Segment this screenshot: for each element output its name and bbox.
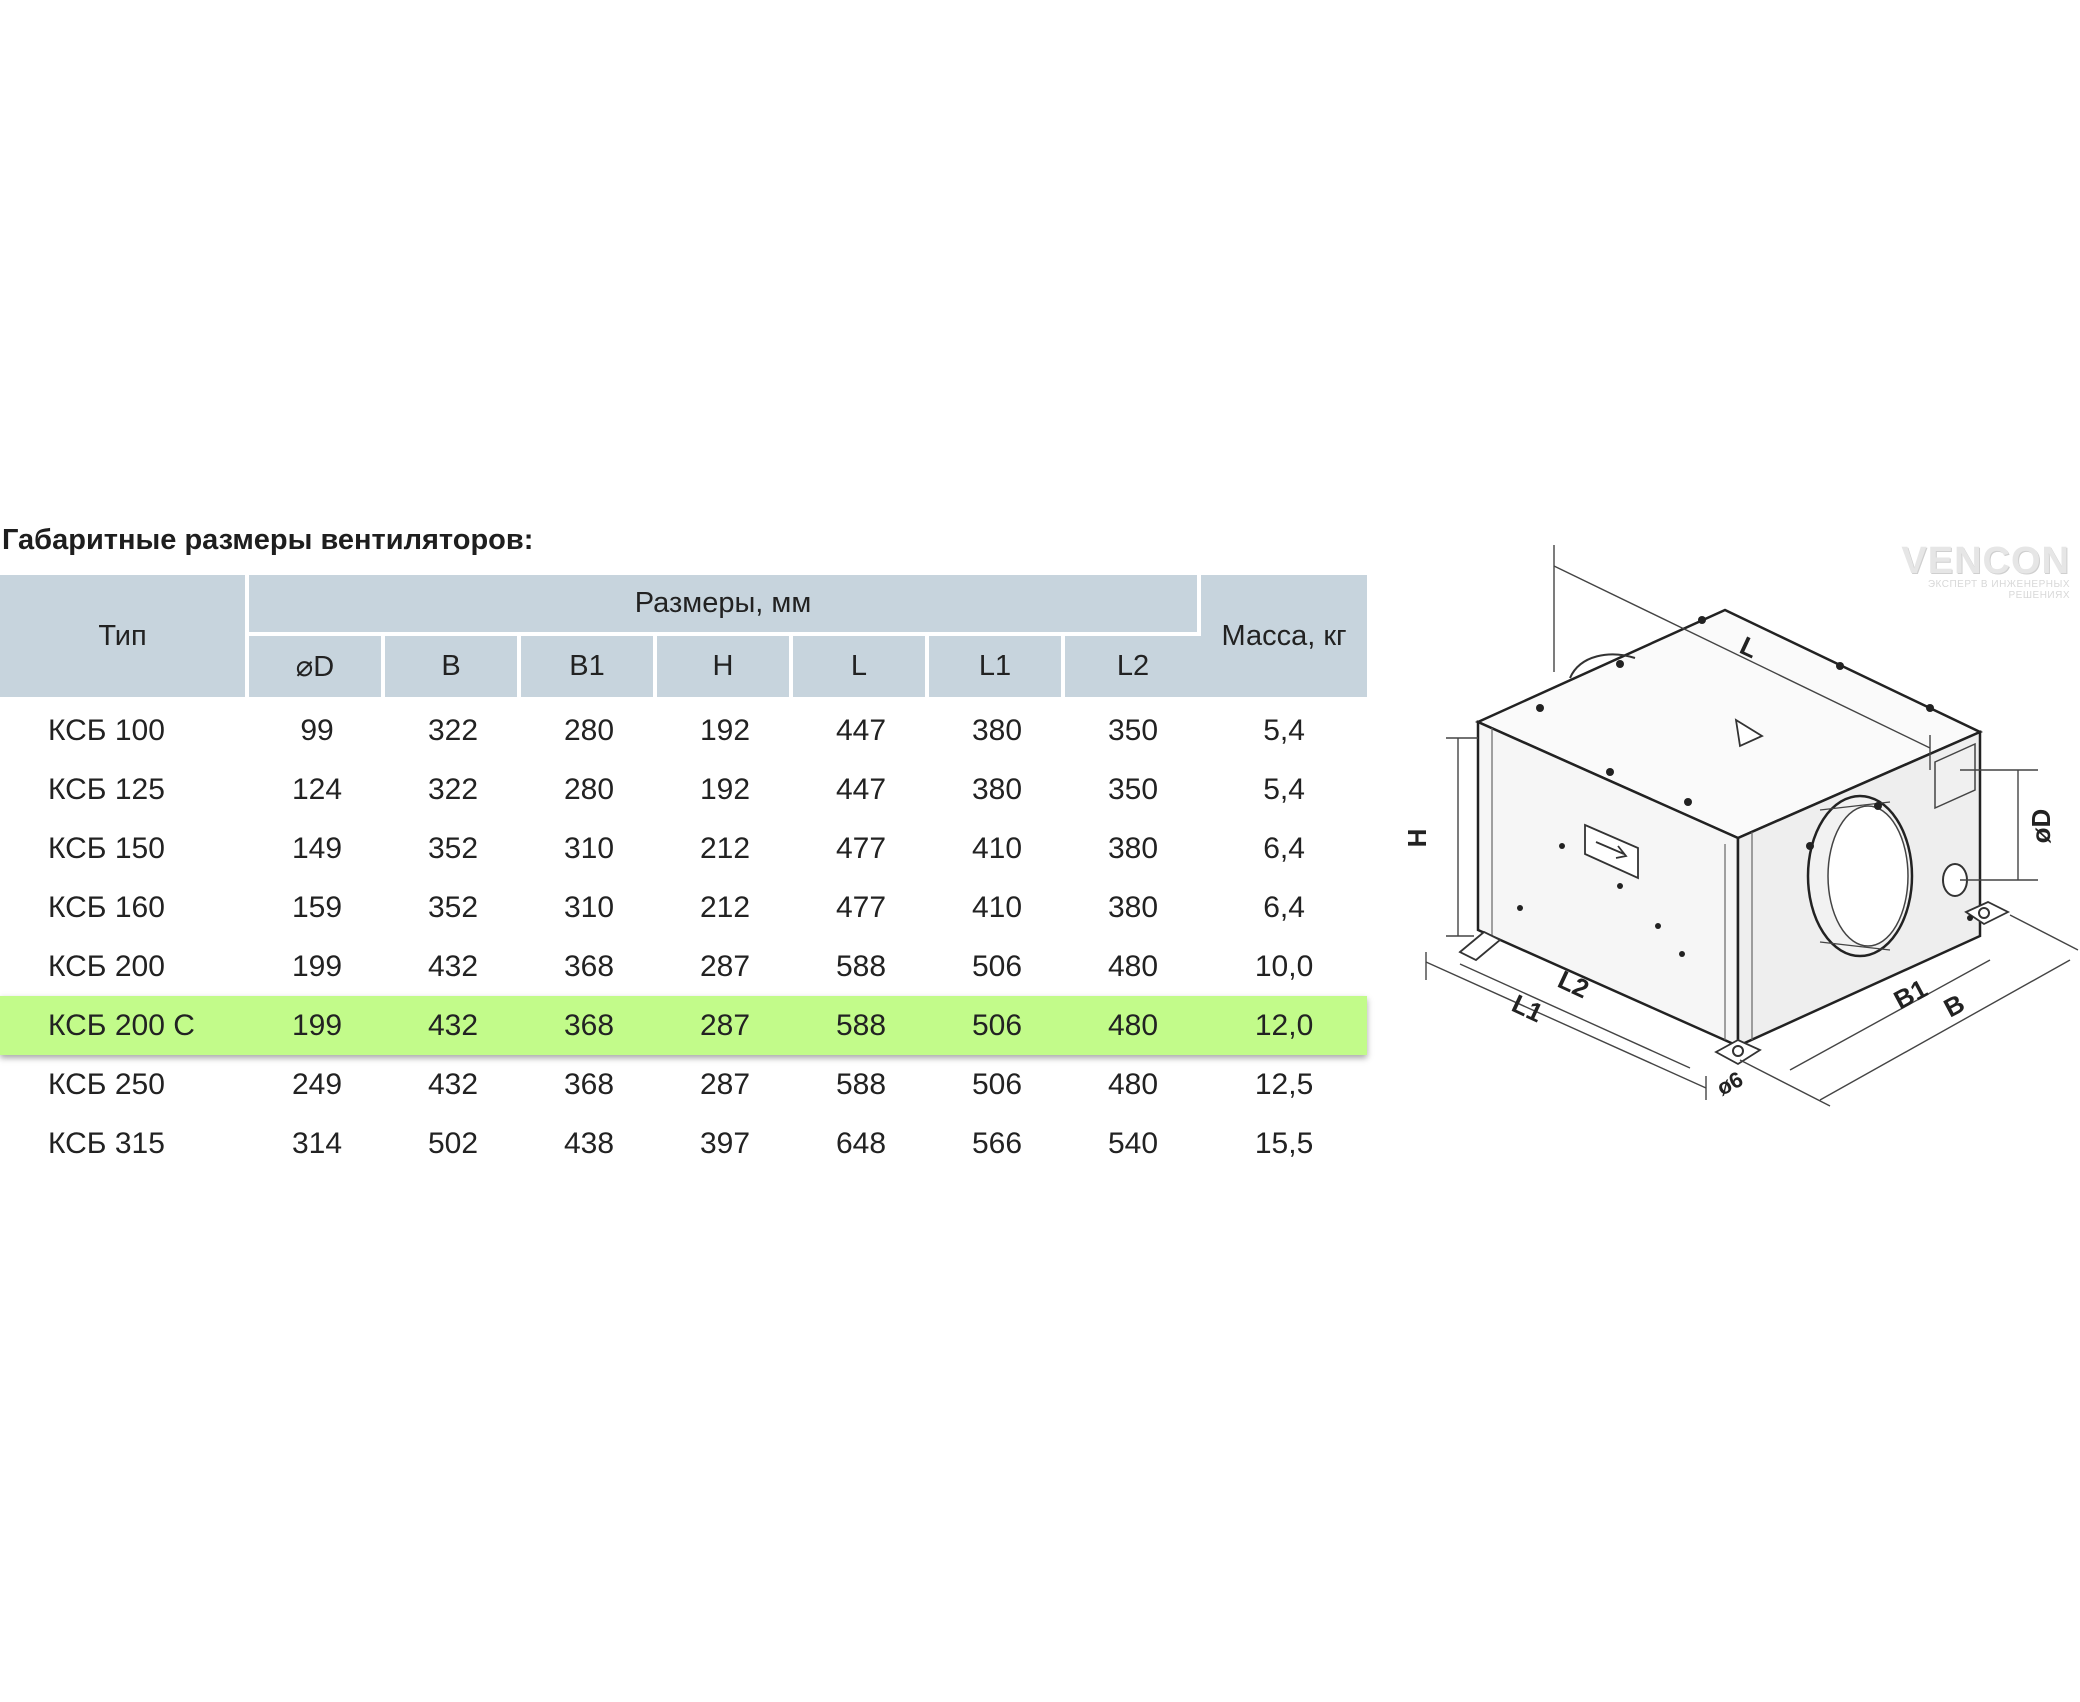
cell-L: 477 xyxy=(835,890,887,924)
cell-D: 159 xyxy=(291,890,343,924)
cell-L2: 480 xyxy=(1108,949,1159,983)
cell-H: 287 xyxy=(657,996,793,1055)
header-L1: L1 xyxy=(929,636,1065,701)
cell-D: 199 xyxy=(291,949,343,983)
label-B1: B1 xyxy=(1888,973,1933,1016)
header-L: L xyxy=(793,636,929,701)
cell-L: 447 xyxy=(835,772,887,806)
logo-tagline: ЭКСПЕРТ В ИНЖЕНЕРНЫХ РЕШЕНИЯХ xyxy=(1927,579,2070,601)
fan-dimension-drawing xyxy=(1370,540,2080,1160)
header-D: ⌀D xyxy=(249,636,385,701)
cell-L1: 410 xyxy=(971,890,1023,924)
cell-B1: 438 xyxy=(563,1126,615,1160)
cell-L1: 506 xyxy=(929,996,1065,1055)
cell-type: КСБ 125 xyxy=(48,772,165,806)
cell-mass: 6,4 xyxy=(1263,831,1305,865)
cell-L: 447 xyxy=(835,713,887,747)
cell-L2: 380 xyxy=(1108,831,1159,865)
table-row xyxy=(0,701,1367,760)
cell-D: 249 xyxy=(291,1067,343,1101)
cell-D: 149 xyxy=(291,831,343,865)
header-mass: Масса, кг xyxy=(1201,575,1367,701)
cell-B: 432 xyxy=(385,996,521,1055)
cell-B1: 368 xyxy=(563,949,615,983)
cell-L2: 480 xyxy=(1065,996,1201,1055)
cell-B1: 280 xyxy=(563,713,615,747)
cell-mass: 10,0 xyxy=(1254,949,1314,983)
header-B1: B1 xyxy=(521,636,657,701)
cell-type: КСБ 160 xyxy=(48,890,165,924)
cell-D: 314 xyxy=(291,1126,343,1160)
header-B: B xyxy=(385,636,521,701)
cell-H: 212 xyxy=(699,831,751,865)
label-L2: L2 xyxy=(1553,964,1594,1005)
cell-L: 588 xyxy=(793,996,929,1055)
cell-type: КСБ 315 xyxy=(48,1126,165,1160)
cell-B1: 280 xyxy=(563,772,615,806)
cell-L1: 506 xyxy=(971,949,1023,983)
cell-type: КСБ 150 xyxy=(48,831,165,865)
cell-H: 287 xyxy=(699,949,751,983)
logo-name: VENCON xyxy=(1901,540,2070,582)
cell-D: 199 xyxy=(249,996,385,1055)
header-H: H xyxy=(657,636,793,701)
table-row xyxy=(0,1055,1367,1114)
header-type: Тип xyxy=(0,575,249,701)
cell-H: 212 xyxy=(699,890,751,924)
dimensions-table xyxy=(0,575,1367,1173)
cell-L2: 350 xyxy=(1108,713,1159,747)
cell-B: 352 xyxy=(427,890,479,924)
header-dimensions-group: Размеры, мм xyxy=(249,575,1201,636)
cell-L2: 480 xyxy=(1108,1067,1159,1101)
table-row xyxy=(0,937,1367,996)
cell-L: 648 xyxy=(835,1126,887,1160)
cell-L: 588 xyxy=(835,1067,887,1101)
header-L2: L2 xyxy=(1065,636,1201,701)
cell-H: 192 xyxy=(699,772,751,806)
cell-mass: 15,5 xyxy=(1254,1126,1314,1160)
cell-L1: 380 xyxy=(971,772,1023,806)
cell-H: 192 xyxy=(699,713,751,747)
cell-B1: 368 xyxy=(521,996,657,1055)
table-row-highlighted xyxy=(0,996,1367,1055)
cell-type: КСБ 200 С xyxy=(0,996,249,1055)
table-row xyxy=(0,878,1367,937)
label-H: H xyxy=(1402,828,1432,848)
cell-B1: 368 xyxy=(563,1067,615,1101)
table-row xyxy=(0,760,1367,819)
cell-mass: 12,5 xyxy=(1254,1067,1314,1101)
cell-L2: 540 xyxy=(1108,1126,1159,1160)
cell-L1: 566 xyxy=(971,1126,1023,1160)
cell-B: 432 xyxy=(427,1067,479,1101)
label-hole: ø6 xyxy=(1712,1066,1748,1101)
cell-B: 432 xyxy=(427,949,479,983)
cell-type: КСБ 100 xyxy=(48,713,165,747)
page-title: Габаритные размеры вентиляторов: xyxy=(2,524,534,556)
cell-H: 287 xyxy=(699,1067,751,1101)
cell-B: 322 xyxy=(427,713,479,747)
cell-L1: 380 xyxy=(971,713,1023,747)
cell-B1: 310 xyxy=(563,831,615,865)
cell-mass: 5,4 xyxy=(1263,772,1305,806)
cell-B: 322 xyxy=(427,772,479,806)
cell-D: 99 xyxy=(300,713,334,747)
label-B: B xyxy=(1938,987,1970,1024)
table-row xyxy=(0,1114,1367,1173)
cell-L: 477 xyxy=(835,831,887,865)
cell-mass: 5,4 xyxy=(1263,713,1305,747)
label-L: L xyxy=(1735,630,1763,665)
cell-mass: 6,4 xyxy=(1263,890,1305,924)
cell-L2: 380 xyxy=(1108,890,1159,924)
cell-H: 397 xyxy=(699,1126,751,1160)
table-row xyxy=(0,819,1367,878)
cell-D: 124 xyxy=(291,772,343,806)
cell-L1: 506 xyxy=(971,1067,1023,1101)
cell-B: 502 xyxy=(427,1126,479,1160)
cell-L1: 410 xyxy=(971,831,1023,865)
cell-B: 352 xyxy=(427,831,479,865)
cell-L2: 350 xyxy=(1108,772,1159,806)
label-L1: L1 xyxy=(1507,988,1548,1029)
cell-type: КСБ 250 xyxy=(48,1067,165,1101)
label-D: øD xyxy=(2026,808,2056,844)
cell-B1: 310 xyxy=(563,890,615,924)
cell-L: 588 xyxy=(835,949,887,983)
cell-type: КСБ 200 xyxy=(48,949,165,983)
cell-mass: 12,0 xyxy=(1201,996,1367,1055)
